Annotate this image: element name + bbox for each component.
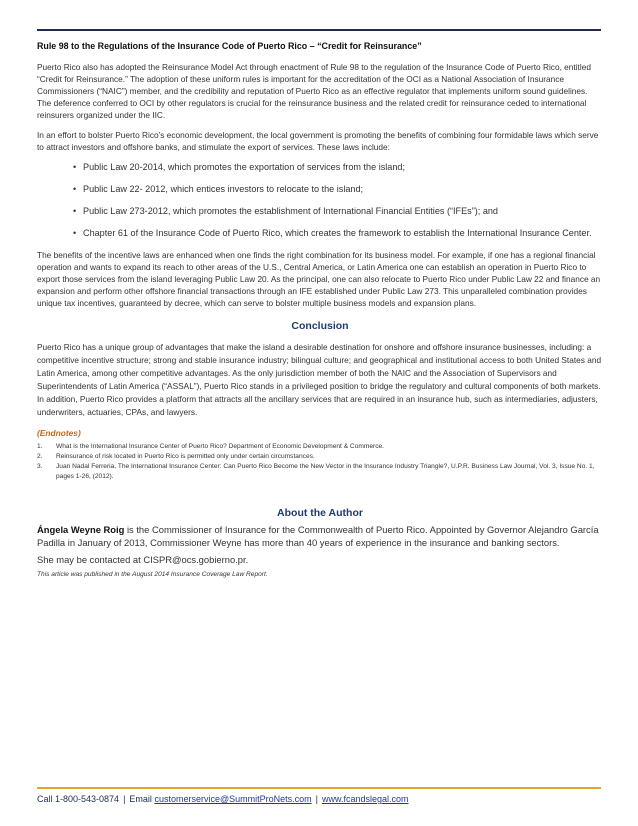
law-text: Public Law 273-2012, which promotes the establishment of International Financial Entities (“IFEs”); and bbox=[83, 206, 498, 216]
author-heading: About the Author bbox=[277, 507, 363, 519]
bullet-icon: • bbox=[73, 162, 77, 172]
conclusion-heading: Conclusion bbox=[291, 320, 349, 332]
article-body bbox=[37, 40, 603, 580]
bullet-icon: • bbox=[73, 184, 77, 194]
author-bio-text: is the Commissioner of Insurance for the Commonwealth of Puerto Rico. Appointed by Governor Alejandro García Padilla in January of 2013, Commissioner Weyne has more than 40 years of experience in the insurance and banking sectors. bbox=[37, 524, 599, 548]
endnote-number: 2. bbox=[37, 453, 43, 460]
footer-separator: | bbox=[123, 794, 126, 804]
law-text: Public Law 20-2014, which promotes the exportation of services from the island; bbox=[83, 162, 405, 172]
footer-rule bbox=[37, 787, 601, 789]
bullet-icon: • bbox=[73, 228, 77, 238]
list-item bbox=[37, 442, 603, 452]
conclusion-paragraph: Puerto Rico has a unique group of advantages that make the island a desirable destination for onshore and offshore insurance businesses, including: a competitive incentive structure; strong and stable insurance industry; bilingual culture; and geographical and institutional access to both United States and Latin America, among other competitive advantages. As the only jurisdiction member of both the NAIC and the Association of Supervisors and Superintendents of Latin America (“ASSAL”), Puerto Rico stands in a privileged position to bridge the regulatory and cultural components of both markets. In addition, Puerto Rico provides a platform that attracts all the ancillary services that are required in an insurance hub, such as intermediaries, adjusters, underwriters, actuaries, CPAs, and lawyers. bbox=[37, 342, 602, 417]
endnotes-title: (Endnotes) bbox=[37, 428, 81, 438]
list-item bbox=[37, 462, 603, 482]
laws-list bbox=[37, 161, 603, 239]
author-name: Ángela Weyne Roig bbox=[37, 524, 125, 535]
list-item bbox=[73, 183, 603, 195]
publication-note: This article was published in the August 2014 Insurance Coverage Law Report. bbox=[37, 571, 268, 578]
rule98-paragraph-2: In an effort to bolster Puerto Rico’s economic development, the local government is promoting the benefits of combining four formidable laws which serve to attract investors and offshore banks, and stimulate the export of services. These laws include: bbox=[37, 130, 599, 152]
bullet-icon: • bbox=[73, 206, 77, 216]
endnote-text: Reinsurance of risk located in Puerto Rico is permitted only under certain circumstances. bbox=[56, 453, 315, 460]
footer-separator: | bbox=[315, 794, 318, 804]
endnote-text: Juan Nadal Ferreria, The International Insurance Center: Can Puerto Rico Become the New Vector in the Insurance Industry Triangle?, U.P.R. Business Law Journal, Vol. 3, Issue No. 1, pages 1-26, (2012). bbox=[56, 463, 595, 480]
footer-email-link[interactable]: customerservice@SummitProNets.com bbox=[154, 794, 312, 804]
footer-website-link[interactable]: www.fcandslegal.com bbox=[321, 794, 409, 804]
author-contact: She may be contacted at CISPR@ocs.gobierno.pr. bbox=[37, 554, 249, 565]
page-footer bbox=[37, 793, 409, 805]
list-item bbox=[37, 452, 603, 462]
list-item bbox=[73, 205, 603, 217]
rule98-paragraph-1: Puerto Rico also has adopted the Reinsurance Model Act through enactment of Rule 98 to the regulation of the Insurance Code of Puerto Rico, entitled “Credit for Reinsurance.” The adoption of these uniform rules is important for the accreditation of the OCI as a National Association of Insurance Commissioners (“NAIC”) member, and the credibility and reputation of Puerto Rico as an effective regulator that implements uniform sound guidelines. The deference conferred to OCI by other regulators is crucial for the reinsurance business and the related credit for reinsurance ceded to international reinsurers organized under the IIC. bbox=[37, 62, 591, 120]
endnote-number: 3. bbox=[37, 463, 43, 470]
list-item bbox=[73, 161, 603, 173]
rule98-paragraph-3: The benefits of the incentive laws are enhanced when one finds the right combination for its business model. For example, if one has a regional financial operation and wants to expand its reach to other areas of the U.S., Central America, or Latin America one can establish an operation in Puerto Rico to export those services from the island leveraging Public Law 20. As the principal, one can also relocate to Puerto Rico under Public Law 22 and finance an expansion and perform other offshore financial transactions through an IFE established under Public Law 273. This unparalleled combination provides unique tax incentives, guaranteed by decree, which can serve to bolster multiple business models and expansion plans. bbox=[37, 250, 601, 308]
footer-email-label: Email bbox=[129, 794, 152, 804]
law-text: Chapter 61 of the Insurance Code of Puerto Rico, which creates the framework to establish the International Insurance Center. bbox=[83, 228, 592, 238]
rule98-heading: Rule 98 to the Regulations of the Insurance Code of Puerto Rico – “Credit for Reinsurance” bbox=[37, 41, 422, 51]
list-item bbox=[73, 227, 603, 239]
footer-phone: Call 1-800-543-0874 bbox=[37, 794, 120, 804]
endnote-number: 1. bbox=[37, 443, 43, 450]
header-rule bbox=[37, 29, 601, 31]
author-bio bbox=[37, 523, 603, 549]
law-text: Public Law 22- 2012, which entices investors to relocate to the island; bbox=[83, 184, 364, 194]
endnotes-list bbox=[37, 442, 603, 482]
endnote-text: What is the International Insurance Center of Puerto Rico? Department of Economic Development & Commerce. bbox=[56, 443, 385, 450]
